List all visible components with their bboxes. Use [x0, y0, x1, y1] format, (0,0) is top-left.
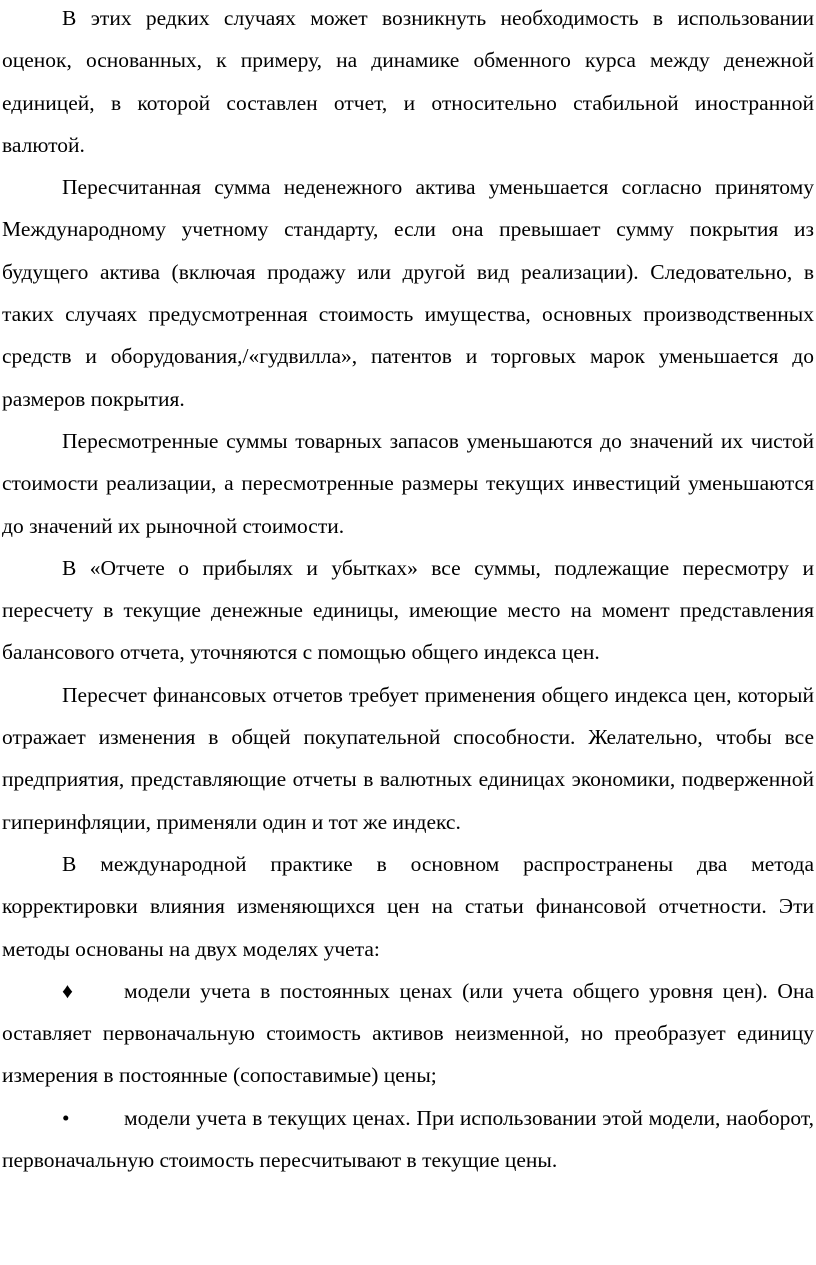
diamond-bullet-icon: ♦ — [62, 978, 73, 1003]
bullet-text-1: модели учета в постоянных ценах (или учета общего уровня цен). Она оставляет первоначальную стоимость активов неизменной, но преобразует единицу измерения в постоянные (сопоставимые) цены; — [2, 978, 814, 1088]
paragraph-1: В этих редких случаях может возникнуть необходимость в использовании оценок, основанных, к примеру, на динамике обменного курса между денежной единицей, в которой составлен отчет, и относительно стабильной иностранной валютой. — [2, 6, 814, 157]
bullet-item-1 — [2, 970, 814, 1097]
dot-bullet-icon: • — [62, 1105, 70, 1130]
paragraph-4: В «Отчете о прибылях и убытках» все суммы, подлежащие пересмотру и пересчету в текущие денежные единицы, имеющие место на момент представления балансового отчета, уточняются с помощью общего индекса цен. — [2, 555, 814, 665]
bullet-item-2 — [2, 1097, 814, 1182]
bullet-text-2: модели учета в текущих ценах. При использовании этой модели, наоборот, первоначальную стоимость пересчитывают в текущие цены. — [2, 1105, 814, 1173]
paragraph-5: Пересчет финансовых отчетов требует применения общего индекса цен, который отражает изменения в общей покупательной способности. Желательно, чтобы все предприятия, представляющие отчеты в валютных единицах экономики, подверженной гиперинфляции, применяли один и тот же индекс. — [2, 682, 814, 834]
paragraph-6: В международной практике в основном распространены два метода корректировки влияния изменяющихся цен на статьи финансовой отчетности. Эти методы основаны на двух моделях учета: — [2, 851, 814, 961]
paragraph-2: Пересчитанная сумма неденежного актива уменьшается согласно принятому Международному учетному стандарту, если она превышает сумму покрытия из будущего актива (включая продажу или другой вид реализации). Следовательно, в таких случаях предусмотренная стоимость имущества, основных производственных средств и оборудования,/«гудвилла», патентов и торговых марок уменьшается до размеров покрытия. — [2, 175, 814, 411]
paragraph-3: Пересмотренные суммы товарных запасов уменьшаются до значений их чистой стоимости реализации, а пересмотренные размеры текущих инвестиций уменьшаются до значений их рыночной стоимости. — [2, 428, 814, 538]
